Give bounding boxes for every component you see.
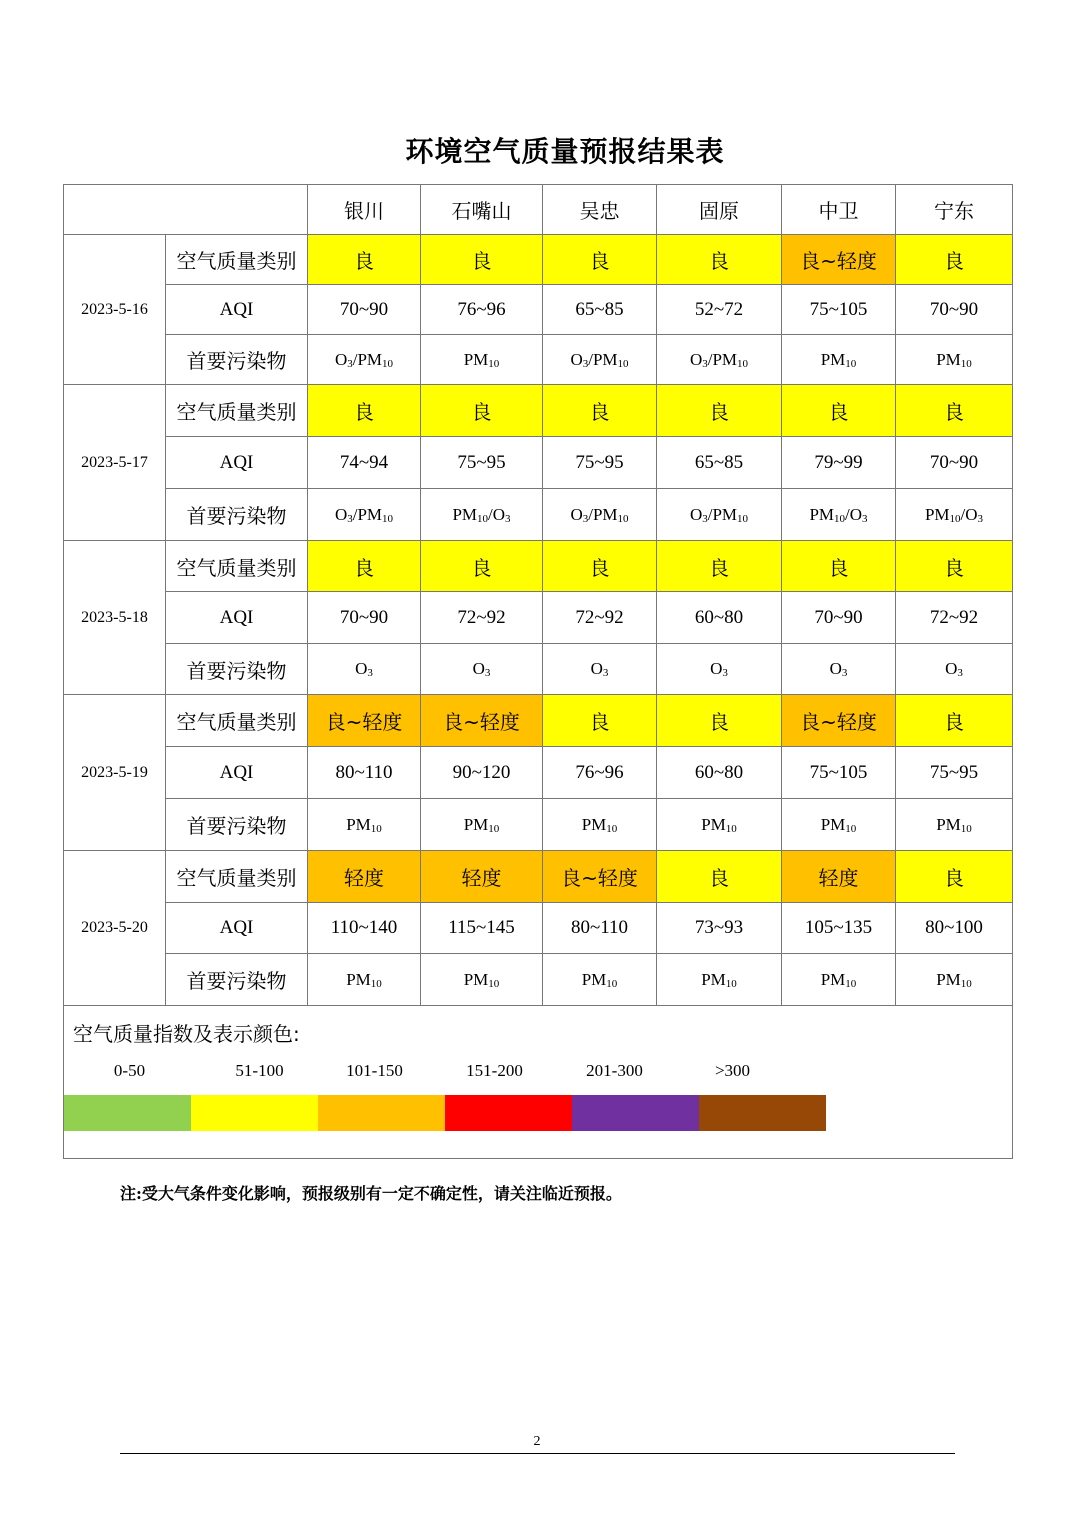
quality-cell: 良~轻度 [782, 695, 896, 747]
legend-range-label: >300 [714, 1061, 751, 1080]
pollutant-label: 首要污染物 [166, 644, 308, 695]
pollutant-cell: $PM_{10}$ [421, 335, 543, 385]
aqi-cell: 72~92 [896, 592, 1013, 644]
legend-row [64, 1006, 1013, 1159]
date-cell: 2023-5-18 [64, 541, 166, 695]
aqi-cell: 80~110 [308, 747, 421, 799]
aqi-label: AQI [166, 592, 308, 644]
pollutant-cell: $PM_{10}/O_3$ [896, 489, 1013, 541]
aqi-cell: 76~96 [543, 747, 657, 799]
quality-cell: 良 [421, 235, 543, 285]
aqi-cell: 70~90 [896, 285, 1013, 335]
pollutant-cell: $O_3$ [896, 644, 1013, 695]
legend-color-swatch [191, 1095, 318, 1131]
aqi-cell: 75~95 [543, 437, 657, 489]
quality-cell: 良 [543, 541, 657, 592]
pollutant-cell: $PM_{10}$ [421, 799, 543, 851]
pollutant-cell: $PM_{10}/O_3$ [782, 489, 896, 541]
aqi-cell: 110~140 [308, 903, 421, 954]
pollutant-cell: $PM_{10}$ [543, 954, 657, 1006]
forecast-table [63, 184, 1013, 1159]
quality-label: 空气质量类别 [166, 235, 308, 285]
aqi-cell: 80~100 [896, 903, 1013, 954]
quality-cell: 轻度 [308, 851, 421, 903]
legend-color-swatch [318, 1095, 445, 1131]
quality-cell: 良~轻度 [782, 235, 896, 285]
quality-label: 空气质量类别 [166, 851, 308, 903]
quality-cell: 良 [308, 235, 421, 285]
aqi-cell: 70~90 [896, 437, 1013, 489]
legend-range-label: 101-150 [346, 1061, 403, 1080]
legend-cell [64, 1006, 1013, 1159]
pollutant-cell: $PM_{10}$ [896, 954, 1013, 1006]
pollutant-cell: $O_3/PM_{10}$ [308, 489, 421, 541]
pollutant-label: 首要污染物 [166, 489, 308, 541]
legend-color-swatch [572, 1095, 699, 1131]
aqi-row [64, 592, 1013, 644]
pollutant-cell: $PM_{10}$ [782, 335, 896, 385]
legend-range-label: 151-200 [466, 1061, 523, 1080]
aqi-cell: 80~110 [543, 903, 657, 954]
quality-cell: 良 [308, 385, 421, 437]
aqi-cell: 75~105 [782, 747, 896, 799]
quality-cell: 良 [543, 385, 657, 437]
quality-cell: 良~轻度 [421, 695, 543, 747]
quality-cell: 良 [657, 695, 782, 747]
aqi-cell: 72~92 [421, 592, 543, 644]
pollutant-cell: $PM_{10}$ [896, 799, 1013, 851]
aqi-cell: 70~90 [308, 285, 421, 335]
legend-title: 空气质量指数及表示颜色: [73, 1022, 300, 1046]
aqi-cell: 72~92 [543, 592, 657, 644]
aqi-row [64, 747, 1013, 799]
quality-cell: 良 [782, 541, 896, 592]
pollutant-cell: $O_3$ [421, 644, 543, 695]
pollutant-cell: $O_3/PM_{10}$ [657, 335, 782, 385]
quality-cell: 良 [896, 385, 1013, 437]
pollutant-cell: $PM_{10}$ [782, 954, 896, 1006]
legend-range-label: 0-50 [113, 1061, 146, 1080]
quality-cell: 良 [896, 695, 1013, 747]
aqi-cell: 79~99 [782, 437, 896, 489]
pollutant-cell: $O_3$ [657, 644, 782, 695]
quality-cell: 良 [308, 541, 421, 592]
forecast-note: 注:受大气条件变化影响，预报级别有一定不确定性，请关注临近预报。 [120, 1184, 622, 1203]
pollutant-cell: $PM_{10}$ [896, 335, 1013, 385]
pollutant-cell: $O_3/PM_{10}$ [543, 335, 657, 385]
legend-color-swatch [445, 1095, 572, 1131]
quality-row [64, 695, 1013, 747]
quality-label: 空气质量类别 [166, 541, 308, 592]
footer-rule [120, 1453, 955, 1454]
pollutant-cell: $O_3$ [308, 644, 421, 695]
city-header: 吴忠 [543, 185, 657, 235]
quality-label: 空气质量类别 [166, 695, 308, 747]
quality-row [64, 235, 1013, 285]
pollutant-row [64, 335, 1013, 385]
header-blank-cell [64, 185, 308, 235]
aqi-cell: 60~80 [657, 592, 782, 644]
aqi-cell: 76~96 [421, 285, 543, 335]
quality-cell: 良~轻度 [543, 851, 657, 903]
quality-cell: 良 [896, 851, 1013, 903]
aqi-row [64, 903, 1013, 954]
aqi-row [64, 285, 1013, 335]
legend-color-swatch [64, 1095, 191, 1131]
aqi-cell: 52~72 [657, 285, 782, 335]
pollutant-cell: $PM_{10}$ [308, 954, 421, 1006]
aqi-cell: 75~105 [782, 285, 896, 335]
city-header: 石嘴山 [421, 185, 543, 235]
aqi-cell: 74~94 [308, 437, 421, 489]
pollutant-cell: $O_3/PM_{10}$ [308, 335, 421, 385]
aqi-cell: 65~85 [543, 285, 657, 335]
quality-cell: 轻度 [782, 851, 896, 903]
pollutant-row [64, 799, 1013, 851]
date-cell: 2023-5-20 [64, 851, 166, 1006]
aqi-row [64, 437, 1013, 489]
aqi-label: AQI [166, 285, 308, 335]
quality-cell: 良 [543, 235, 657, 285]
pollutant-row [64, 644, 1013, 695]
quality-row [64, 851, 1013, 903]
pollutant-cell: $O_3/PM_{10}$ [543, 489, 657, 541]
pollutant-row [64, 954, 1013, 1006]
legend-color-swatch [699, 1095, 826, 1131]
quality-cell: 良 [657, 851, 782, 903]
aqi-cell: 105~135 [782, 903, 896, 954]
aqi-cell: 115~145 [421, 903, 543, 954]
date-cell: 2023-5-16 [64, 235, 166, 385]
pollutant-cell: $PM_{10}$ [421, 954, 543, 1006]
date-cell: 2023-5-17 [64, 385, 166, 541]
aqi-cell: 75~95 [896, 747, 1013, 799]
pollutant-cell: $PM_{10}$ [657, 799, 782, 851]
quality-cell: 良 [896, 235, 1013, 285]
quality-cell: 良 [896, 541, 1013, 592]
pollutant-cell: $O_3/PM_{10}$ [657, 489, 782, 541]
quality-cell: 良 [543, 695, 657, 747]
legend-range-label: 201-300 [586, 1061, 643, 1080]
quality-label: 空气质量类别 [166, 385, 308, 437]
pollutant-cell: $PM_{10}$ [782, 799, 896, 851]
quality-cell: 良 [421, 541, 543, 592]
city-header: 宁东 [896, 185, 1013, 235]
aqi-cell: 73~93 [657, 903, 782, 954]
page-title: 环境空气质量预报结果表 [405, 135, 725, 168]
aqi-cell: 90~120 [421, 747, 543, 799]
header-row [64, 185, 1013, 235]
pollutant-label: 首要污染物 [166, 799, 308, 851]
pollutant-cell: $PM_{10}$ [543, 799, 657, 851]
pollutant-row [64, 489, 1013, 541]
pollutant-label: 首要污染物 [166, 954, 308, 1006]
city-header: 银川 [308, 185, 421, 235]
city-header: 固原 [657, 185, 782, 235]
aqi-cell: 65~85 [657, 437, 782, 489]
quality-cell: 良~轻度 [308, 695, 421, 747]
pollutant-cell: $O_3$ [782, 644, 896, 695]
pollutant-cell: $PM_{10}$ [308, 799, 421, 851]
aqi-cell: 75~95 [421, 437, 543, 489]
quality-row [64, 541, 1013, 592]
quality-cell: 良 [782, 385, 896, 437]
quality-cell: 良 [421, 385, 543, 437]
aqi-label: AQI [166, 747, 308, 799]
pollutant-cell: $PM_{10}$ [657, 954, 782, 1006]
quality-row [64, 385, 1013, 437]
aqi-label: AQI [166, 437, 308, 489]
date-cell: 2023-5-19 [64, 695, 166, 851]
aqi-label: AQI [166, 903, 308, 954]
aqi-cell: 70~90 [308, 592, 421, 644]
quality-cell: 良 [657, 385, 782, 437]
quality-cell: 良 [657, 235, 782, 285]
quality-cell: 良 [657, 541, 782, 592]
quality-cell: 轻度 [421, 851, 543, 903]
pollutant-cell: $O_3$ [543, 644, 657, 695]
aqi-cell: 60~80 [657, 747, 782, 799]
pollutant-label: 首要污染物 [166, 335, 308, 385]
legend-range-label: 51-100 [235, 1061, 284, 1080]
page-number: 2 [533, 1434, 541, 1449]
pollutant-cell: $PM_{10}/O_3$ [421, 489, 543, 541]
city-header: 中卫 [782, 185, 896, 235]
aqi-cell: 70~90 [782, 592, 896, 644]
